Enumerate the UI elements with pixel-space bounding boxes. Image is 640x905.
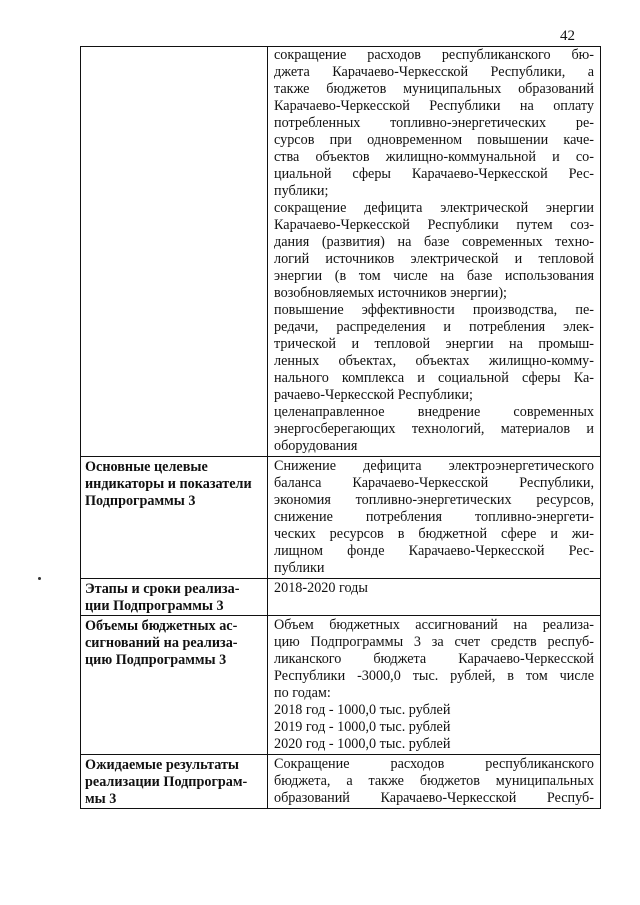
- label-line: ции Подпрограммы 3: [85, 598, 224, 614]
- content-line: 2018 год - 1000,0 тыс. рублей: [274, 702, 451, 718]
- row-label: [81, 755, 267, 808]
- table-row: [81, 755, 601, 809]
- content-line: также бюджетов муниципальных образований: [274, 81, 594, 97]
- content-line: повышение эффективности производства, пе-: [274, 302, 594, 318]
- table-body: [81, 47, 601, 809]
- content-line: нального комплекса и социальной сферы Ка-: [274, 370, 594, 386]
- row-content: [268, 755, 600, 808]
- content-line: снижение потребления топливно-энергети-: [274, 509, 594, 525]
- table-row: [81, 47, 601, 457]
- content-line: бюджета, а также бюджетов муниципальных: [274, 773, 594, 789]
- label-line: Основные целевые: [85, 459, 208, 475]
- row-label-cell: [81, 616, 268, 755]
- label-line: индикаторы и показатели: [85, 476, 252, 492]
- row-content-cell: [268, 47, 601, 457]
- passport-table: [80, 46, 601, 809]
- content-line: Объем бюджетных ассигнований на реализа-: [274, 617, 594, 633]
- content-line: цию Подпрограммы 3 за счет средств респуб-: [274, 634, 594, 650]
- content-line: трической и тепловой энергии на промыш-: [274, 336, 594, 352]
- content-line: циальной сферы Карачаево-Черкесской Рес-: [274, 166, 594, 182]
- content-line: сурсов при одновременном повышении каче-: [274, 132, 594, 148]
- content-line: ликанского бюджета Карачаево-Черкесской: [274, 651, 594, 667]
- content-line: лищном фонде Карачаево-Черкесской Рес-: [274, 543, 594, 559]
- page-number: 42: [560, 28, 575, 44]
- content-line: дания (развития) на базе современных техно-: [274, 234, 594, 250]
- row-label: [81, 616, 267, 669]
- label-line: Подпрограммы 3: [85, 493, 196, 509]
- label-line: реализации Подпрограм-: [85, 774, 248, 790]
- label-line: Объемы бюджетных ас-: [85, 618, 238, 634]
- content-line: по годам:: [274, 685, 331, 701]
- content-line: целенаправленное внедрение современных: [274, 404, 594, 420]
- row-label-cell: [81, 47, 268, 457]
- content-line: экономия топливно-энергетических ресурсов,: [274, 492, 594, 508]
- row-label-cell: [81, 457, 268, 579]
- label-line: Этапы и сроки реализа-: [85, 581, 240, 597]
- content-line: 2018-2020 годы: [274, 580, 368, 596]
- row-label: [81, 47, 267, 49]
- content-line: публики;: [274, 183, 329, 199]
- content-line: Карачаево-Черкесской Республики на оплату: [274, 98, 594, 114]
- content-line: ства объектов жилищно-коммунальной и со-: [274, 149, 594, 165]
- content-line: возобновляемых источников энергии);: [274, 285, 507, 301]
- content-line: Карачаево-Черкесской Республики путем соз-: [274, 217, 594, 233]
- row-content: [268, 616, 600, 754]
- content-line: ленных объектах, объектах жилищно-комму-: [274, 353, 594, 369]
- content-line: 2020 год - 1000,0 тыс. рублей: [274, 736, 451, 752]
- table-row: [81, 457, 601, 579]
- row-content-cell: [268, 616, 601, 755]
- content-line: Сокращение расходов республиканского: [274, 756, 594, 772]
- content-line: энергосберегающих технологий, материалов и: [274, 421, 594, 437]
- content-line: оборудования: [274, 438, 358, 454]
- content-line: образований Карачаево-Черкесской Респуб-: [274, 790, 594, 806]
- label-line: цию Подпрограммы 3: [85, 652, 227, 668]
- content-line: рачаево-Черкесской Республики;: [274, 387, 473, 403]
- content-line: сокращение расходов республиканского бю-: [274, 47, 594, 63]
- row-label: [81, 579, 267, 615]
- row-label-cell: [81, 579, 268, 616]
- row-content: [268, 457, 600, 578]
- row-content-cell: [268, 579, 601, 616]
- content-line: Республики -3000,0 тыс. рублей, в том числе: [274, 668, 594, 684]
- label-line: мы 3: [85, 791, 117, 807]
- content-line: логий источников электрической и тепловой: [274, 251, 594, 267]
- row-content-cell: [268, 457, 601, 579]
- row-label-cell: [81, 755, 268, 809]
- row-label: [81, 457, 267, 510]
- content-line: редачи, распределения и потребления элек-: [274, 319, 594, 335]
- content-line: потребленных топливно-энергетических ре-: [274, 115, 594, 131]
- label-line: сигнований на реализа-: [85, 635, 238, 651]
- label-line: Ожидаемые результаты: [85, 757, 239, 773]
- content-line: Снижение дефицита электроэнергетического: [274, 458, 594, 474]
- content-line: баланса Карачаево-Черкесской Республики,: [274, 475, 594, 491]
- scan-speck: [38, 577, 41, 580]
- row-content: [268, 47, 600, 456]
- row-content-cell: [268, 755, 601, 809]
- row-content: [268, 579, 600, 598]
- table-row: [81, 579, 601, 616]
- content-line: 2019 год - 1000,0 тыс. рублей: [274, 719, 451, 735]
- content-line: публики: [274, 560, 325, 576]
- content-line: джета Карачаево-Черкесской Республики, а: [274, 64, 594, 80]
- content-line: энергии (в том числе на базе использования: [274, 268, 594, 284]
- content-line: сокращение дефицита электрической энергии: [274, 200, 594, 216]
- table-row: [81, 616, 601, 755]
- content-line: ческих ресурсов в бюджетной сфере и жи-: [274, 526, 594, 542]
